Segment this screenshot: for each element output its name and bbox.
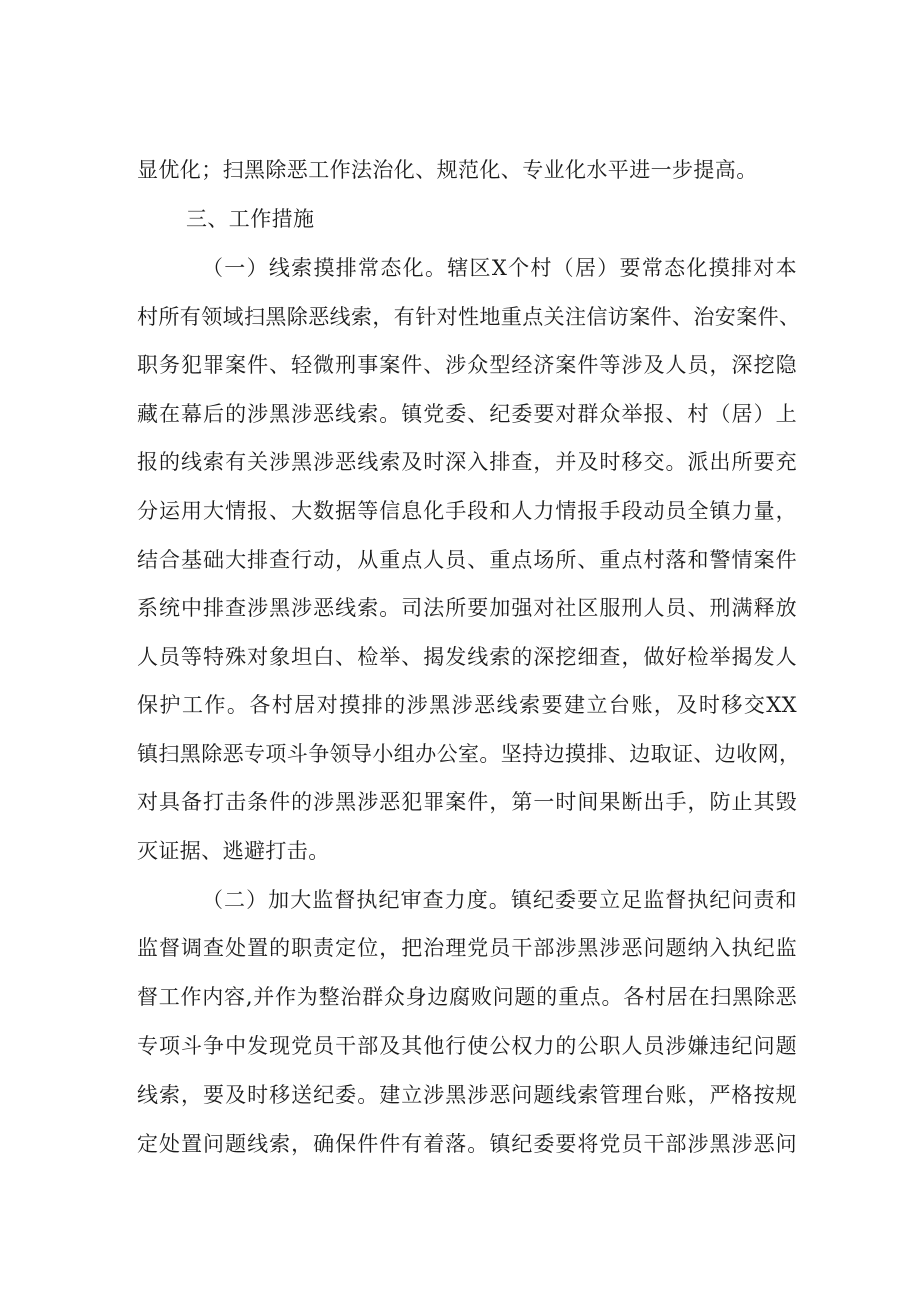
paragraph-line: 村所有领域扫黑除恶线索，有针对性地重点关注信访案件、治安案件、: [137, 305, 801, 329]
paragraph-line: 保护工作。各村居对摸排的涉黑涉恶线索要建立台账，及时移交XX: [137, 693, 797, 717]
paragraph-line: 显优化；扫黑除恶工作法治化、规范化、专业化水平进一步提高。: [137, 158, 758, 182]
section-heading: 三、工作措施: [186, 207, 315, 231]
paragraph-line: 督工作内容,并作为整治群众身边腐败问题的重点。各村居在扫黑除恶: [137, 985, 797, 1009]
paragraph-line: （一）线索摸排常态化。辖区X个村（居）要常态化摸排对本: [202, 256, 797, 280]
paragraph-line: 镇扫黑除恶专项斗争领导小组办公室。坚持边摸排、边取证、边收网，: [137, 742, 801, 766]
paragraph-line: 定处置问题线索，确保件件有着落。镇纪委要将党员干部涉黑涉恶问: [137, 1132, 797, 1156]
paragraph-line: 系统中排查涉黑涉恶线索。司法所要加强对社区服刑人员、刑满释放: [137, 596, 797, 620]
paragraph-line: 对具备打击条件的涉黑涉恶犯罪案件，第一时间果断出手，防止其毁: [137, 790, 797, 814]
paragraph-line: 监督调查处置的职责定位，把治理党员干部涉黑涉恶问题纳入执纪监: [137, 936, 797, 960]
paragraph-line: 分运用大情报、大数据等信息化手段和人力情报手段动员全镇力量，: [137, 499, 797, 523]
paragraph-line: 结合基础大排查行动，从重点人员、重点场所、重点村落和警情案件: [137, 548, 797, 572]
paragraph-line: 职务犯罪案件、轻微刑事案件、涉众型经济案件等涉及人员，深挖隐: [137, 353, 797, 377]
paragraph-line: 藏在幕后的涉黑涉恶线索。镇党委、纪委要对群众举报、村（居）上: [137, 402, 797, 426]
paragraph-line: （二）加大监督执纪审查力度。镇纪委要立足监督执纪问责和: [202, 888, 797, 912]
paragraph-line: 线索，要及时移送纪委。建立涉黑涉恶问题线索管理台账，严格按规: [137, 1083, 797, 1107]
paragraph-line: 人员等特殊对象坦白、检举、揭发线索的深挖细查，做好检举揭发人: [137, 645, 797, 669]
paragraph-line: 专项斗争中发现党员干部及其他行使公权力的公职人员涉嫌违纪问题: [137, 1034, 797, 1058]
paragraph-line: 报的线索有关涉黑涉恶线索及时深入排查，并及时移交。派出所要充: [137, 450, 797, 474]
paragraph-line: 灭证据、逃避打击。: [137, 839, 330, 863]
